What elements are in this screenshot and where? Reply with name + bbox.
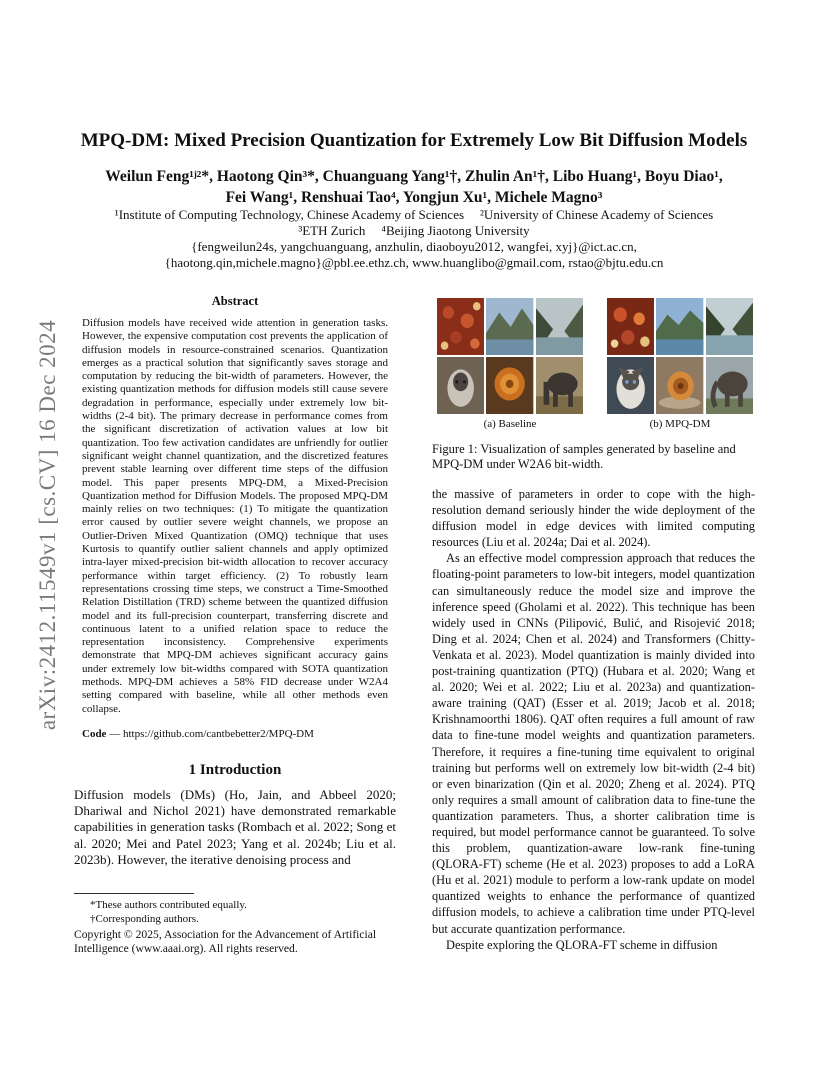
paper-title: MPQ-DM: Mixed Precision Quantization for Extremely Low Bit Diffusion Models <box>80 130 748 151</box>
baseline-sample-grid <box>437 298 583 414</box>
snail-image <box>656 357 703 414</box>
authors-line-1: Weilun Feng¹ʲ²*, Haotong Qin³*, Chuanguang Yang¹†, Zhulin An¹†, Libo Huang¹, Boyu Diao¹, <box>105 168 723 185</box>
arxiv-stamp <box>28 295 68 755</box>
mountain-lake-image <box>656 298 703 355</box>
figure-1 <box>432 298 755 440</box>
affiliation-1: ¹Institute of Computing Technology, Chinese Academy of Sciences <box>114 207 465 222</box>
arxiv-stamp-text: arXiv:2412.11549v1 [cs.CV] 16 Dec 2024 <box>35 319 60 731</box>
figure-1-caption: Figure 1: Visualization of samples generated by baseline and MPQ-DM under W2A6 bit-width. <box>432 442 736 471</box>
emails-line-2: {haotong.qin,michele.magno}@pbl.ee.ethz.ch, www.huanglibo@gmail.com, rstao@bjtu.edu.cn <box>164 255 664 270</box>
right-paragraph-1: the massive of parameters in order to cope with the high-resolution demand seriously hinder the wide deployment of the diffusion model in edge devices with limited computing resources (Liu et al. 2024a; Dai et al. 2024). <box>432 487 755 550</box>
affiliation-3: ³ETH Zurich <box>298 223 366 238</box>
elephant-image <box>706 357 753 414</box>
code-label: Code <box>82 727 107 740</box>
introduction-heading: 1 Introduction <box>188 761 282 778</box>
pizza-image <box>437 298 484 355</box>
intro-paragraph-1: Diffusion models (DMs) (Ho, Jain, and Abbeel 2020; Dhariwal and Nichol 2021) have demonstrated remarkable capabilities in generation tasks (Rombach et al. 2022; Song et al. 2020; Mei and Patel 2023; Yang et al. 2024b; Liu et al. 2023b). However, the iterative denoising process and <box>74 786 396 867</box>
husky-image <box>437 357 484 414</box>
elephant-image <box>536 357 583 414</box>
mpq-dm-sample-grid <box>607 298 753 414</box>
valley-image <box>706 298 753 355</box>
affiliations <box>60 207 768 271</box>
left-column <box>74 294 396 868</box>
author-list <box>60 166 768 208</box>
abstract-text <box>82 317 388 716</box>
right-paragraph-2: As an effective model compression approach that reduces the floating-point parameters to low-bit integers, model quantization can simultaneously reduce the model size and improve the inference speed (Gholami et al. 2022). This technique has been widely used in CNNs (Pilipović, Bulić, and Risojević 2018; Ding et al. 2024; Chen et al. 2024) and Transformers (Chitty-Venkata et al. 2023). Model quantization is mainly divided into post-training quantization (PTQ) (Hubara et al. 2020; Wang et al. 2020; Wei et al. 2022; Liu et al. 2023a) and quantization-aware training (QAT) (Esser et al. 2019; Jacob et al. 2018; Krishnamoorthi 1806). QAT often requires a full amount of raw data to fine-tune model weights and quantization parameters. Therefore, it requires a fine-tuning time equivalent to original training but performs well on extremely low bit-width (2-4 bit) or even binarization (Qin et al. 2020; Zheng et al. 2024). PTQ only requires a small amount of calibration data to fine-tune the quantization parameters. Thus, a shorter calibration time is required, but model performance cannot be guaranteed. To solve this problem, quantization-aware low-rank fine-tuning (QLORA-FT) scheme (He et al. 2023) proposes to add a LoRA (Hu et al. 2021) module to perform a low-rank update on model quantized weights to enhance the performance of quantized diffusion models, to achieve a calibration time under PTQ-level but accurate quantization performance. <box>432 551 755 936</box>
subcaption-mpq-dm: (b) MPQ-DM <box>649 418 711 430</box>
authors-line-2: Fei Wang¹, Renshuai Tao⁴, Yongjun Xu¹, Michele Magno³ <box>225 189 603 206</box>
footnote-equal-contribution: *These authors contributed equally. <box>90 899 247 911</box>
footnote-corresponding: †Corresponding authors. <box>90 913 199 925</box>
abstract-paragraph: Diffusion models have received wide attention in generation tasks. However, the expensive computation cost prevents the application of diffusion models in resource-constrained scenarios. Quantization emerges as a practical solution that significantly saves storage and computation by reducing the bit-width of parameters. However, the existing quantization methods for diffusion models still cause severe degradation in performance, especially under extremely low bit-widths (2-4 bit). The primary decrease in performance comes from the significant discretization of activation values at low bit quantization. Too few activation candidates are unfriendly for outlier significant weight channel quantization, and the discretized features prevent stable learning over different time steps of the diffusion model. This paper presents MPQ-DM, a Mixed-Precision Quantization method for Diffusion Models. The proposed MPQ-DM mainly relies on two techniques: (1) To mitigate the quantization error caused by outlier severe weight channels, we propose an Outlier-Driven Mixed Quantization (OMQ) technique that uses Kurtosis to quantify outlier salient channels and apply optimized intra-layer mixed-precision bit-width allocation to recover accuracy performance within target efficiency. (2) To robustly learn representations crossing time steps, we construct a Time-Smoothed Relation Distillation (TRD) scheme between the quantized diffusion model and its full-precision counterpart, transferring discrete and continuous latent to a unified relation space to reduce the representation inconsistency. Comprehensive experiments demonstrate that MPQ-DM achieves significant accuracy gains under extremely low bit-widths compared with SOTA quantization methods. MPQ-DM achieves a 58% FID decrease under W2A4 setting compared with baseline, while all other methods even collapse. <box>82 317 388 715</box>
snail-image <box>486 357 533 414</box>
footnote-rule <box>74 893 194 894</box>
pizza-image <box>607 298 654 355</box>
emails-line-1: {fengweilun24s, yangchuanguang, anzhulin, diaoboyu2012, wangfei, xyj}@ict.ac.cn, <box>191 239 637 254</box>
introduction-text-continued <box>432 486 755 953</box>
right-column <box>432 298 755 953</box>
right-paragraph-3: Despite exploring the QLORA-FT scheme in diffusion <box>446 937 718 952</box>
valley-image <box>536 298 583 355</box>
copyright-notice: Copyright © 2025, Association for the Advancement of Artificial Intelligence (www.aaai.org). All rights reserved. <box>74 928 377 955</box>
abstract-heading: Abstract <box>211 294 259 308</box>
subcaption-baseline: (a) Baseline <box>483 418 537 430</box>
affiliation-2: ²University of Chinese Academy of Sciences <box>480 207 714 222</box>
footnotes <box>74 893 396 956</box>
code-link-line <box>82 728 388 740</box>
mountain-lake-image <box>486 298 533 355</box>
introduction-text <box>74 787 396 868</box>
husky-image <box>607 357 654 414</box>
affiliation-4: ⁴Beijing Jiaotong University <box>381 223 530 238</box>
code-url-link[interactable]: — https://github.com/cantbebetter2/MPQ-DM <box>109 727 314 740</box>
